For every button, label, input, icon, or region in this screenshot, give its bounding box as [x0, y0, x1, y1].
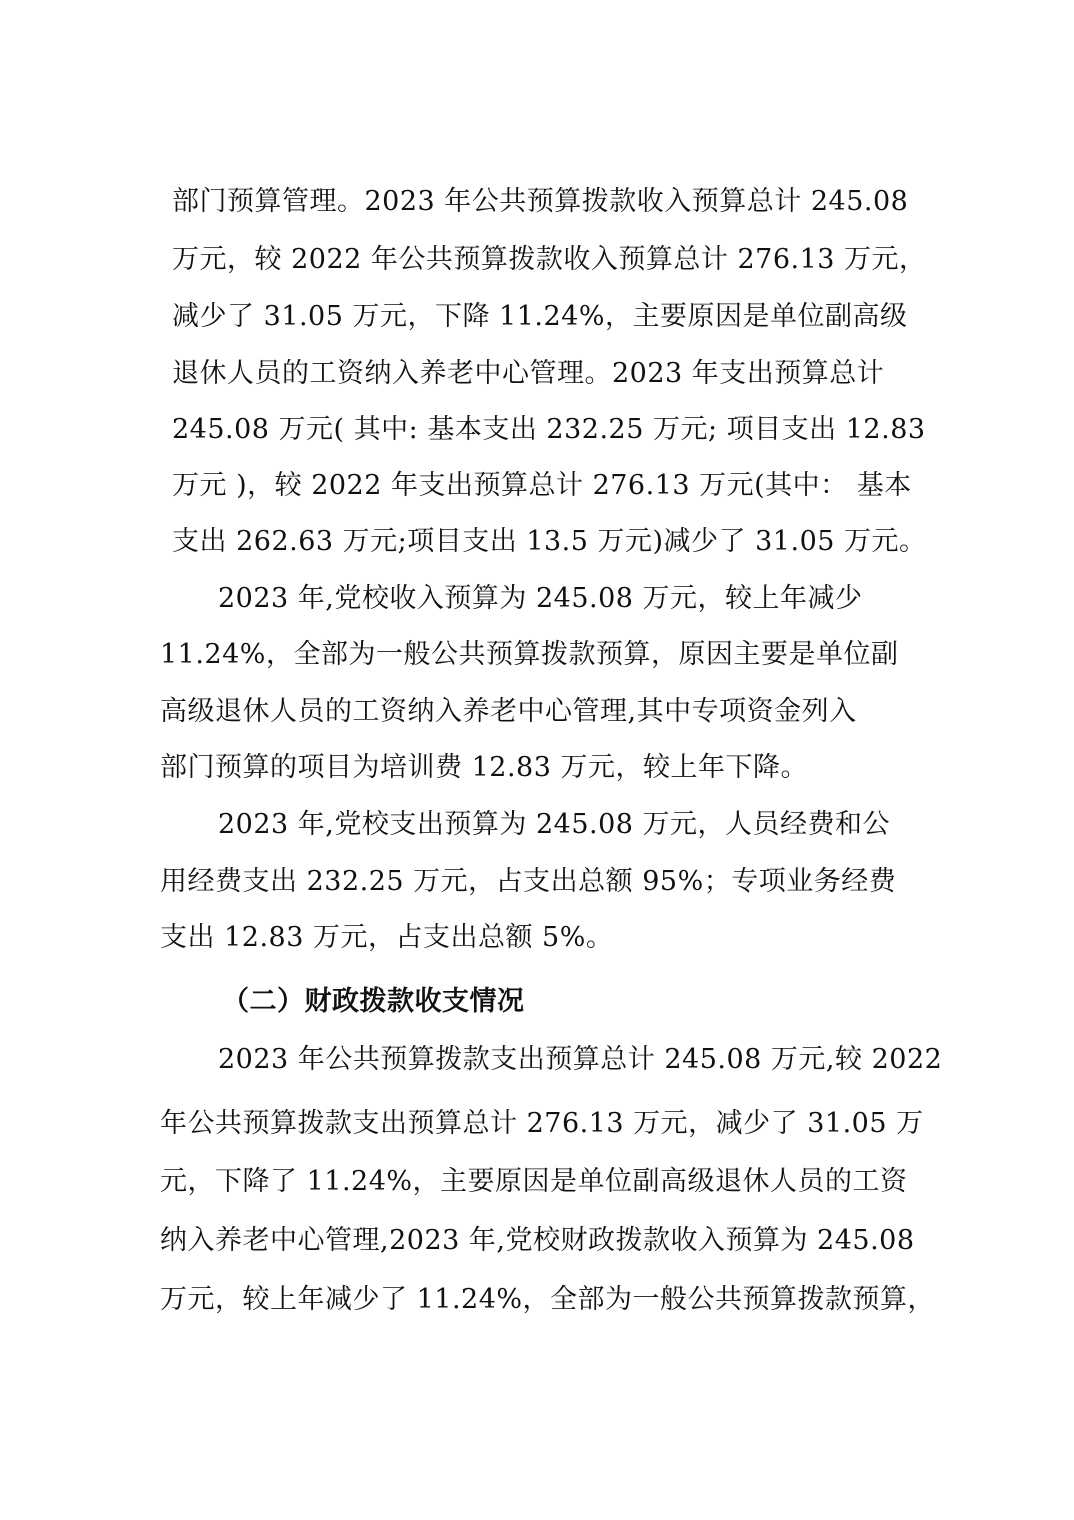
- paragraph-4-line-3: 元，下降了 11.24%，主要原因是单位副高级退休人员的工资: [160, 1166, 908, 1197]
- paragraph-1-line-1: 部门预算管理。2023 年公共预算拨款收入预算总计 245.08: [172, 186, 909, 217]
- paragraph-1-line-2: 万元，较 2022 年公共预算拨款收入预算总计 276.13 万元，: [172, 244, 927, 275]
- paragraph-2-line-2: 11.24%，全部为一般公共预算拨款预算，原因主要是单位副: [160, 639, 899, 670]
- paragraph-1-line-5: 245.08 万元( 其中: 基本支出 232.25 万元; 项目支出 12.83: [172, 414, 926, 445]
- paragraph-1-line-3: 减少了 31.05 万元，下降 11.24%，主要原因是单位副高级: [172, 301, 908, 332]
- paragraph-4-line-2: 年公共预算拨款支出预算总计 276.13 万元，减少了 31.05 万: [160, 1108, 924, 1139]
- paragraph-4-line-5: 万元，较上年减少了 11.24%，全部为一般公共预算拨款预算，: [160, 1284, 936, 1315]
- paragraph-4-line-4: 纳入养老中心管理,2023 年,党校财政拨款收入预算为 245.08: [160, 1225, 915, 1256]
- paragraph-2-line-4: 部门预算的项目为培训费 12.83 万元，较上年下降。: [160, 752, 808, 783]
- paragraph-3-line-3: 支出 12.83 万元，占支出总额 5%。: [160, 922, 614, 953]
- paragraph-2-line-1: 2023 年,党校收入预算为 245.08 万元，较上年减少: [218, 583, 863, 614]
- paragraph-4-line-1: 2023 年公共预算拨款支出预算总计 245.08 万元,较 2022: [218, 1044, 943, 1075]
- paragraph-1-line-6: 万元 )，较 2022 年支出预算总计 276.13 万元(其中： 基本: [172, 470, 912, 501]
- paragraph-3-line-2: 用经费支出 232.25 万元，占支出总额 95%；专项业务经费: [160, 866, 897, 897]
- paragraph-2-line-3: 高级退休人员的工资纳入养老中心管理,其中专项资金列入: [160, 696, 857, 727]
- paragraph-1-line-4: 退休人员的工资纳入养老中心管理。2023 年支出预算总计: [172, 358, 885, 389]
- paragraph-3-line-1: 2023 年,党校支出预算为 245.08 万元，人员经费和公: [218, 809, 891, 840]
- paragraph-1-line-7: 支出 262.63 万元;项目支出 13.5 万元)减少了 31.05 万元。: [172, 526, 927, 557]
- section-heading: （二）财政拨款收支情况: [222, 986, 525, 1017]
